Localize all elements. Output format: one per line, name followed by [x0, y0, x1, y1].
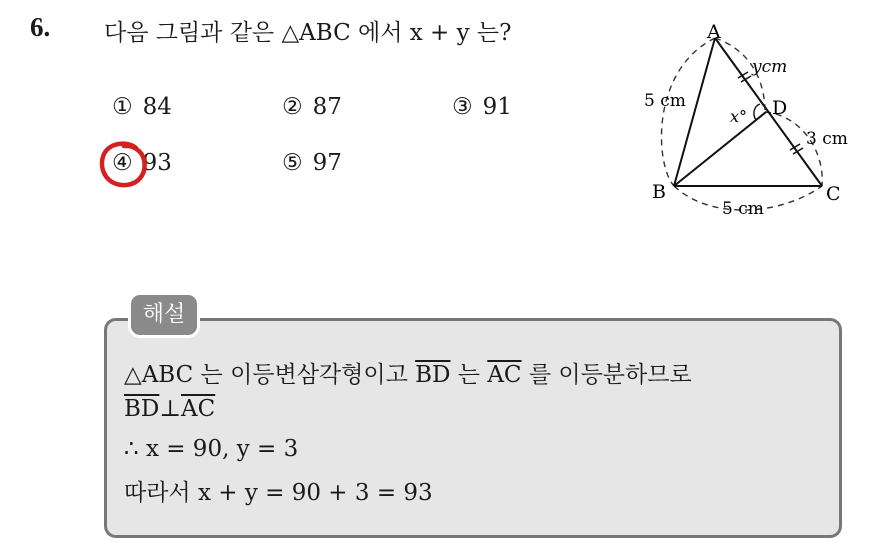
segment-bd-text: $\overline{BD}$ — [415, 362, 451, 388]
question-text: 다음 그림과 같은 △ABC 에서 x + y 는? — [104, 20, 512, 46]
segment-bd — [674, 112, 766, 186]
label-ad-length: ycm — [752, 57, 788, 77]
label-ab-length: 5 cm — [644, 91, 686, 111]
label-bc-length: 5 cm — [722, 199, 764, 219]
triangle-figure — [630, 20, 880, 230]
choice-3-value: 91 — [482, 94, 512, 120]
choice-2[interactable] — [282, 94, 342, 120]
choice-2-value: 87 — [312, 94, 342, 120]
solution-line-3: ∴ x = 90, y = 3 — [124, 436, 299, 462]
solution-line-1 — [124, 356, 692, 389]
answer-circle-mark — [98, 138, 150, 190]
label-b: B — [652, 181, 666, 203]
label-angle-x: x° — [730, 107, 748, 126]
segment-ac-text: $\overline{AC}$ — [487, 362, 522, 388]
perpendicular-symbol: ⊥ — [159, 396, 181, 422]
choice-5[interactable] — [282, 150, 342, 176]
side-ab — [674, 38, 715, 186]
choice-3[interactable] — [452, 94, 512, 120]
solution-tag: 해설 — [128, 292, 200, 338]
choice-4-mark: ④ — [112, 150, 133, 176]
segment-bd-text-2: $\overline{BD}$ — [124, 396, 160, 422]
choice-5-value: 97 — [312, 150, 342, 176]
solution-line-1-suffix: 를 이등분하므로 — [521, 362, 692, 388]
label-a: A — [707, 21, 721, 43]
choice-1-mark: ① — [112, 94, 133, 120]
solution-line-1-prefix: △ABC 는 이등변삼각형이고 — [124, 362, 416, 388]
solution-line-4: 따라서 x + y = 90 + 3 = 93 — [124, 480, 433, 506]
choice-5-mark: ⑤ — [282, 150, 303, 176]
label-c: C — [826, 183, 841, 205]
solution-line-2 — [124, 396, 215, 422]
choice-1-value: 84 — [142, 94, 172, 120]
solution-line-1-mid: 는 — [450, 362, 488, 388]
segment-ac-text-2: $\overline{AC}$ — [180, 396, 216, 422]
choice-2-mark: ② — [282, 94, 303, 120]
choice-1[interactable] — [112, 94, 172, 120]
label-dc-length: 3 cm — [806, 129, 848, 149]
arc-ab — [661, 38, 715, 186]
choice-4-value: 93 — [142, 150, 172, 176]
question-number: 6. — [30, 12, 51, 42]
choice-3-mark: ③ — [452, 94, 473, 120]
label-d: D — [772, 97, 788, 119]
